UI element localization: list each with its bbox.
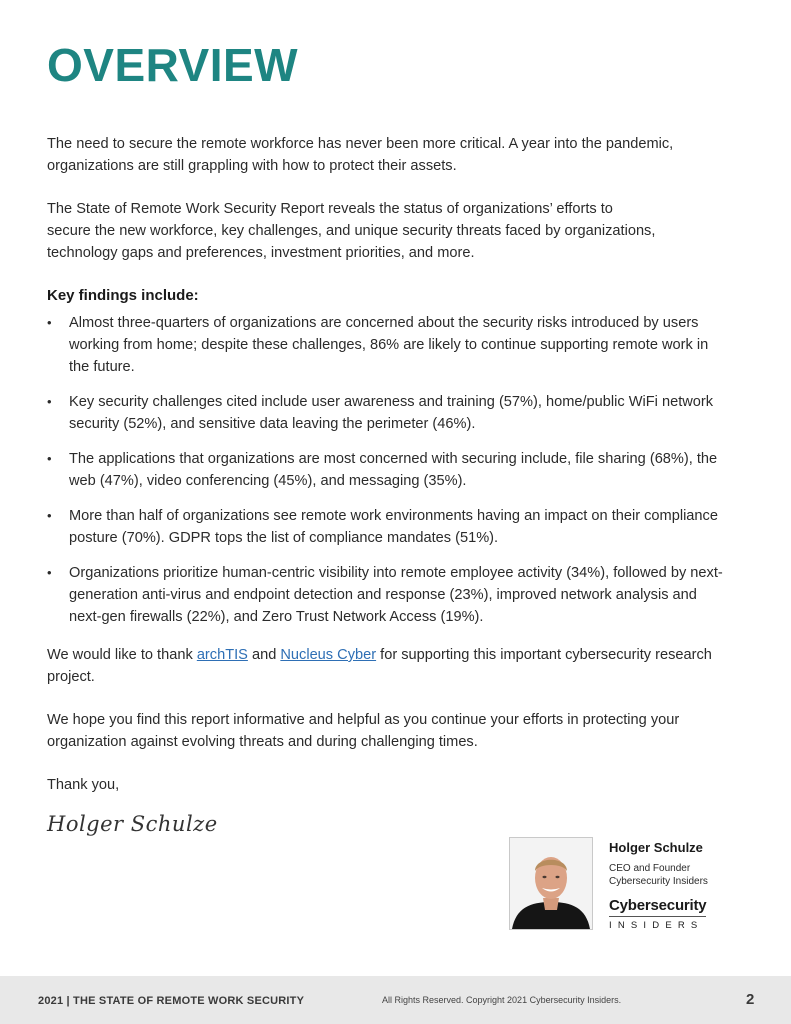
- report-intro-line: The State of Remote Work Security Report reveals the status of organizations’ efforts to: [47, 201, 613, 217]
- author-name: Holger Schulze: [609, 840, 703, 855]
- finding-text: More than half of organizations see remote work environments having an impact on their compliance posture (70%). GDPR tops the list of compliance mandates (51%).: [69, 508, 718, 546]
- handwritten-signature: Holger Schulze: [47, 812, 218, 836]
- thanks-paragraph: [47, 644, 737, 688]
- page-title: OVERVIEW: [47, 39, 299, 91]
- finding-text: Organizations prioritize human-centric visibility into remote employee activity (34%), followed by next-generation anti-virus and endpoint detection and response (23%), improved network analysis and next-gen firewalls (22%), and Zero Trust Network Access (19%).: [69, 565, 723, 625]
- footer-report-title: 2021 | THE STATE OF REMOTE WORK SECURITY: [38, 995, 305, 1007]
- bullet-icon: •: [47, 394, 52, 409]
- finding-text: Key security challenges cited include user awareness and training (57%), home/public WiFi network security (52%), and sensitive data leaving the perimeter (46%).: [69, 394, 714, 432]
- logo-wordmark: Cybersecurity: [609, 897, 707, 914]
- report-intro-paragraph: [47, 198, 737, 264]
- key-findings-heading: Key findings include:: [47, 287, 199, 304]
- thanks-text: for supporting this important cybersecurity research project.: [47, 647, 712, 685]
- finding-text: Almost three-quarters of organizations are concerned about the security risks introduced by users working from home; despite these challenges, 86% are likely to continue supporting remote work in the future.: [69, 315, 709, 375]
- bullet-icon: •: [47, 451, 52, 466]
- finding-item: [47, 448, 737, 492]
- finding-text: The applications that organizations are most concerned with securing include, file sharing (68%), the web (47%), video conferencing (45%), and messaging (35%).: [69, 451, 718, 489]
- portrait-image: [510, 838, 592, 929]
- bullet-icon: •: [47, 565, 52, 580]
- page-number: 2: [746, 991, 755, 1008]
- thanks-text: and: [247, 647, 281, 663]
- thanks-text: We would like to thank: [47, 647, 197, 663]
- logo-divider: [609, 916, 706, 917]
- report-intro-line: technology gaps and preferences, investment priorities, and more.: [47, 245, 475, 261]
- overview-content: [47, 133, 737, 817]
- finding-item: [47, 505, 737, 549]
- finding-item: [47, 312, 737, 378]
- footer-copyright: All Rights Reserved. Copyright 2021 Cybersecurity Insiders.: [382, 995, 622, 1005]
- author-photo: [509, 837, 593, 930]
- page-footer: [0, 976, 791, 1024]
- archtis-link[interactable]: archTIS: [196, 647, 248, 663]
- author-role-line: Cybersecurity Insiders: [609, 876, 708, 887]
- author-role-line: CEO and Founder: [609, 863, 691, 874]
- key-findings-list: [47, 312, 737, 628]
- closing-paragraph: We hope you find this report informative and helpful as you continue your efforts in protecting your organization against evolving threats and during challenging times.: [47, 712, 680, 750]
- signoff-text: Thank you,: [47, 777, 120, 793]
- intro-paragraph: The need to secure the remote workforce has never been more critical. A year into the pandemic, organizations are still grappling with how to protect their assets.: [47, 136, 674, 174]
- nucleus-cyber-link[interactable]: Nucleus Cyber: [280, 647, 377, 663]
- finding-item: [47, 562, 737, 628]
- bullet-icon: •: [47, 315, 52, 330]
- finding-item: [47, 391, 737, 435]
- author-role: [609, 862, 708, 888]
- bullet-icon: •: [47, 508, 52, 523]
- report-intro-line: secure the new workforce, key challenges, and unique security threats faced by organizations,: [47, 223, 656, 239]
- cybersecurity-insiders-logo: [609, 897, 709, 931]
- logo-subtext: INSIDERS: [609, 920, 704, 931]
